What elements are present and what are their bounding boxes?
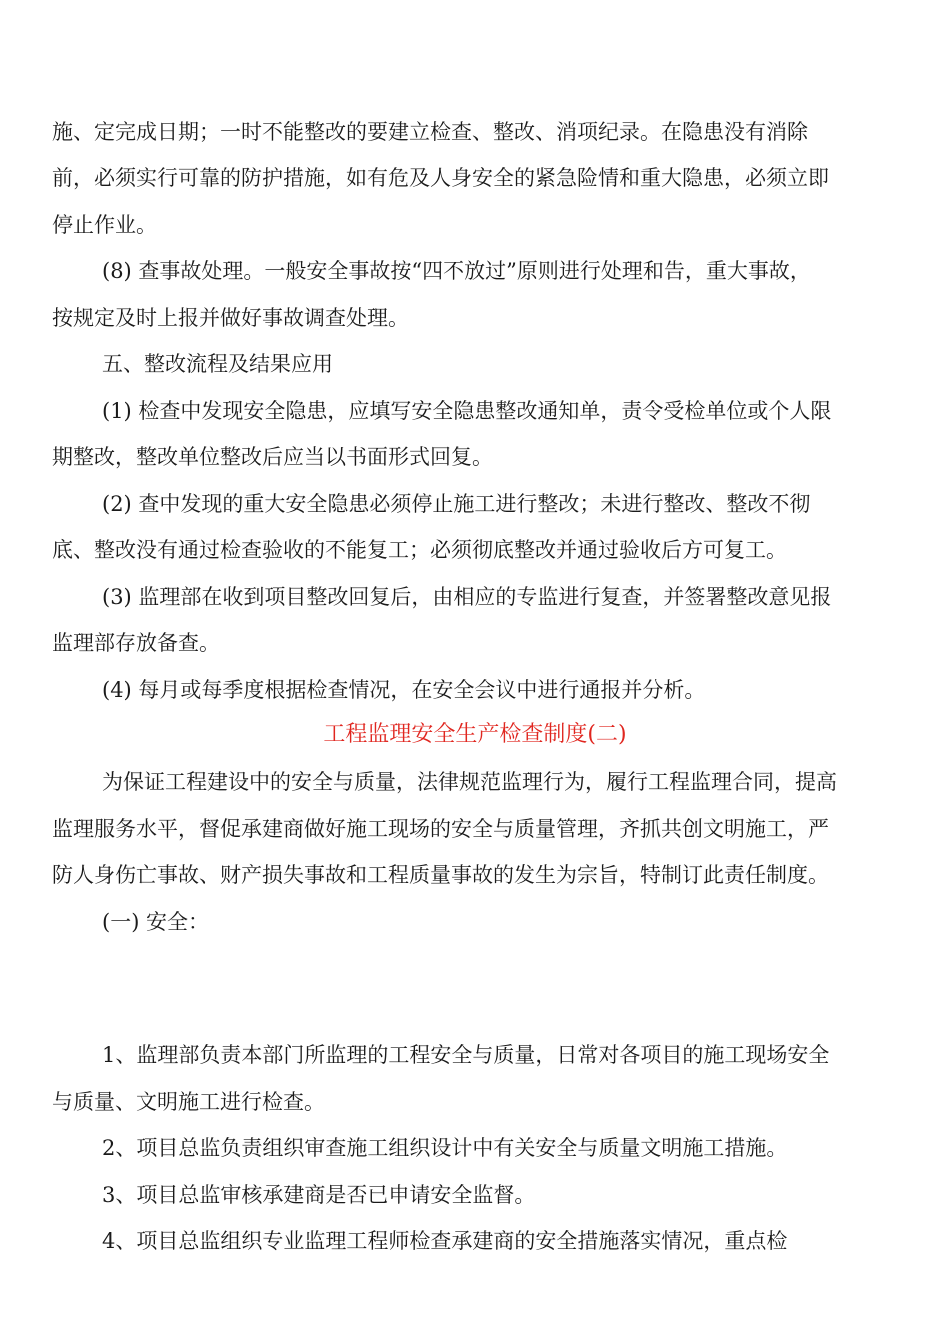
text-line: 2、项目总监负责组织审查施工组织设计中有关安全与质量文明施工措施。 — [102, 1136, 788, 1160]
text-line: 1、监理部负责本部门所监理的工程安全与质量，日常对各项目的施工现场安全 — [102, 1043, 830, 1067]
text-line: 监理部存放备查。 — [52, 631, 220, 655]
text-line: 停止作业。 — [52, 213, 157, 237]
text-line: (3) 监理部在收到项目整改回复后，由相应的专监进行复查，并签署整改意见报 — [102, 585, 832, 609]
text-line: 与质量、文明施工进行检查。 — [52, 1090, 325, 1114]
text-line: 施、定完成日期；一时不能整改的要建立检查、整改、消项纪录。在隐患没有消除 — [52, 120, 808, 144]
text-line: (4) 每月或每季度根据检查情况，在安全会议中进行通报并分析。 — [102, 678, 706, 702]
section-heading: 五、整改流程及结果应用 — [102, 352, 333, 376]
document-title: 工程监理安全生产检查制度(二) — [323, 722, 627, 747]
section-heading: (一) 安全： — [102, 910, 210, 934]
text-line: 前，必须实行可靠的防护措施，如有危及人身安全的紧急险情和重大隐患，必须立即 — [52, 166, 829, 190]
text-line: (1) 检查中发现安全隐患，应填写安全隐患整改通知单，责令受检单位或个人限 — [102, 399, 832, 423]
text-line: (2) 查中发现的重大安全隐患必须停止施工进行整改；未进行整改、整改不彻 — [102, 492, 811, 516]
text-line: 监理服务水平，督促承建商做好施工现场的安全与质量管理，齐抓共创文明施工，严 — [52, 817, 829, 841]
text-line: 底、整改没有通过检查验收的不能复工；必须彻底整改并通过验收后方可复工。 — [52, 538, 787, 562]
text-line: 为保证工程建设中的安全与质量，法律规范监理行为，履行工程监理合同，提高 — [102, 770, 837, 794]
text-line: 3、项目总监审核承建商是否已申请安全监督。 — [102, 1183, 536, 1207]
text-line: 期整改，整改单位整改后应当以书面形式回复。 — [52, 445, 493, 469]
text-line: 4、项目总监组织专业监理工程师检查承建商的安全措施落实情况，重点检 — [102, 1229, 788, 1253]
text-line: 防人身伤亡事故、财产损失事故和工程质量事故的发生为宗旨，特制订此责任制度。 — [52, 863, 829, 887]
text-line: 按规定及时上报并做好事故调查处理。 — [52, 306, 409, 330]
text-line: (8) 查事故处理。一般安全事故按“四不放过”原则进行处理和告，重大事故， — [102, 259, 811, 283]
